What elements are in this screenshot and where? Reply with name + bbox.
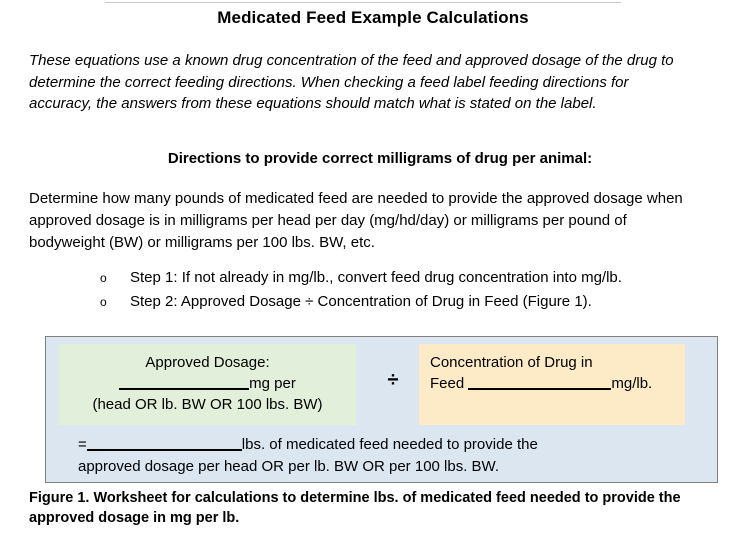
approved-dosage-label: Approved Dosage: bbox=[145, 354, 270, 371]
circle-bullet-icon: o bbox=[100, 271, 107, 285]
result-line bbox=[78, 434, 698, 478]
concentration-unit: mg/lb. bbox=[611, 375, 653, 392]
concentration-label-line1: Concentration of Drug in bbox=[430, 354, 593, 371]
division-operator-icon: ÷ bbox=[387, 369, 399, 391]
body-paragraph: Determine how many pounds of medicated feed are needed to provide the approved dosage when approved dosage is in milligrams per head per day (mg/hd/day) or milligrams per pound of bodyweight (BW) or milligrams per 100 lbs. BW, etc. bbox=[29, 190, 683, 251]
worksheet-figure bbox=[45, 336, 718, 483]
concentration-blank[interactable] bbox=[468, 373, 611, 390]
concentration-box bbox=[419, 344, 685, 425]
list-item bbox=[100, 266, 720, 290]
section-heading: Directions to provide correct milligrams of drug per animal: bbox=[167, 150, 593, 167]
concentration-label-line2: Feed bbox=[430, 375, 465, 392]
figure-caption: Figure 1. Worksheet for calculations to determine lbs. of medicated feed needed to provide the approved dosage in mg per lb. bbox=[29, 490, 681, 526]
equals-sign: = bbox=[78, 436, 87, 453]
approved-dosage-entry-line bbox=[59, 373, 356, 394]
approved-dosage-blank[interactable] bbox=[119, 373, 249, 390]
step-1-text: Step 1: If not already in mg/lb., convert feed drug concentration into mg/lb. bbox=[130, 269, 622, 286]
steps-list bbox=[100, 266, 720, 314]
step-2-text: Step 2: Approved Dosage ÷ Concentration of Drug in Feed (Figure 1). bbox=[130, 293, 592, 310]
result-first-line bbox=[78, 434, 698, 456]
header-rule bbox=[105, 2, 621, 3]
concentration-entry-line bbox=[430, 373, 685, 394]
circle-bullet-icon: o bbox=[100, 295, 107, 309]
page-title: Medicated Feed Example Calculations bbox=[217, 8, 529, 27]
approved-dosage-box bbox=[59, 344, 356, 425]
result-text: lbs. of medicated feed needed to provide the bbox=[241, 436, 538, 453]
approved-dosage-unit: mg per bbox=[249, 375, 296, 392]
result-blank[interactable] bbox=[87, 434, 242, 451]
approved-dosage-qualifier: (head OR lb. BW OR 100 lbs. BW) bbox=[92, 396, 323, 413]
intro-paragraph: These equations use a known drug concentration of the feed and approved dosage of the drug to determine the correct feeding directions. When checking a feed label feeding directions for accuracy, the answers from these equations should match what is stated on the label. bbox=[29, 52, 674, 112]
list-item bbox=[100, 290, 720, 314]
result-second-line: approved dosage per head OR per lb. BW OR per 100 lbs. BW. bbox=[78, 458, 500, 475]
